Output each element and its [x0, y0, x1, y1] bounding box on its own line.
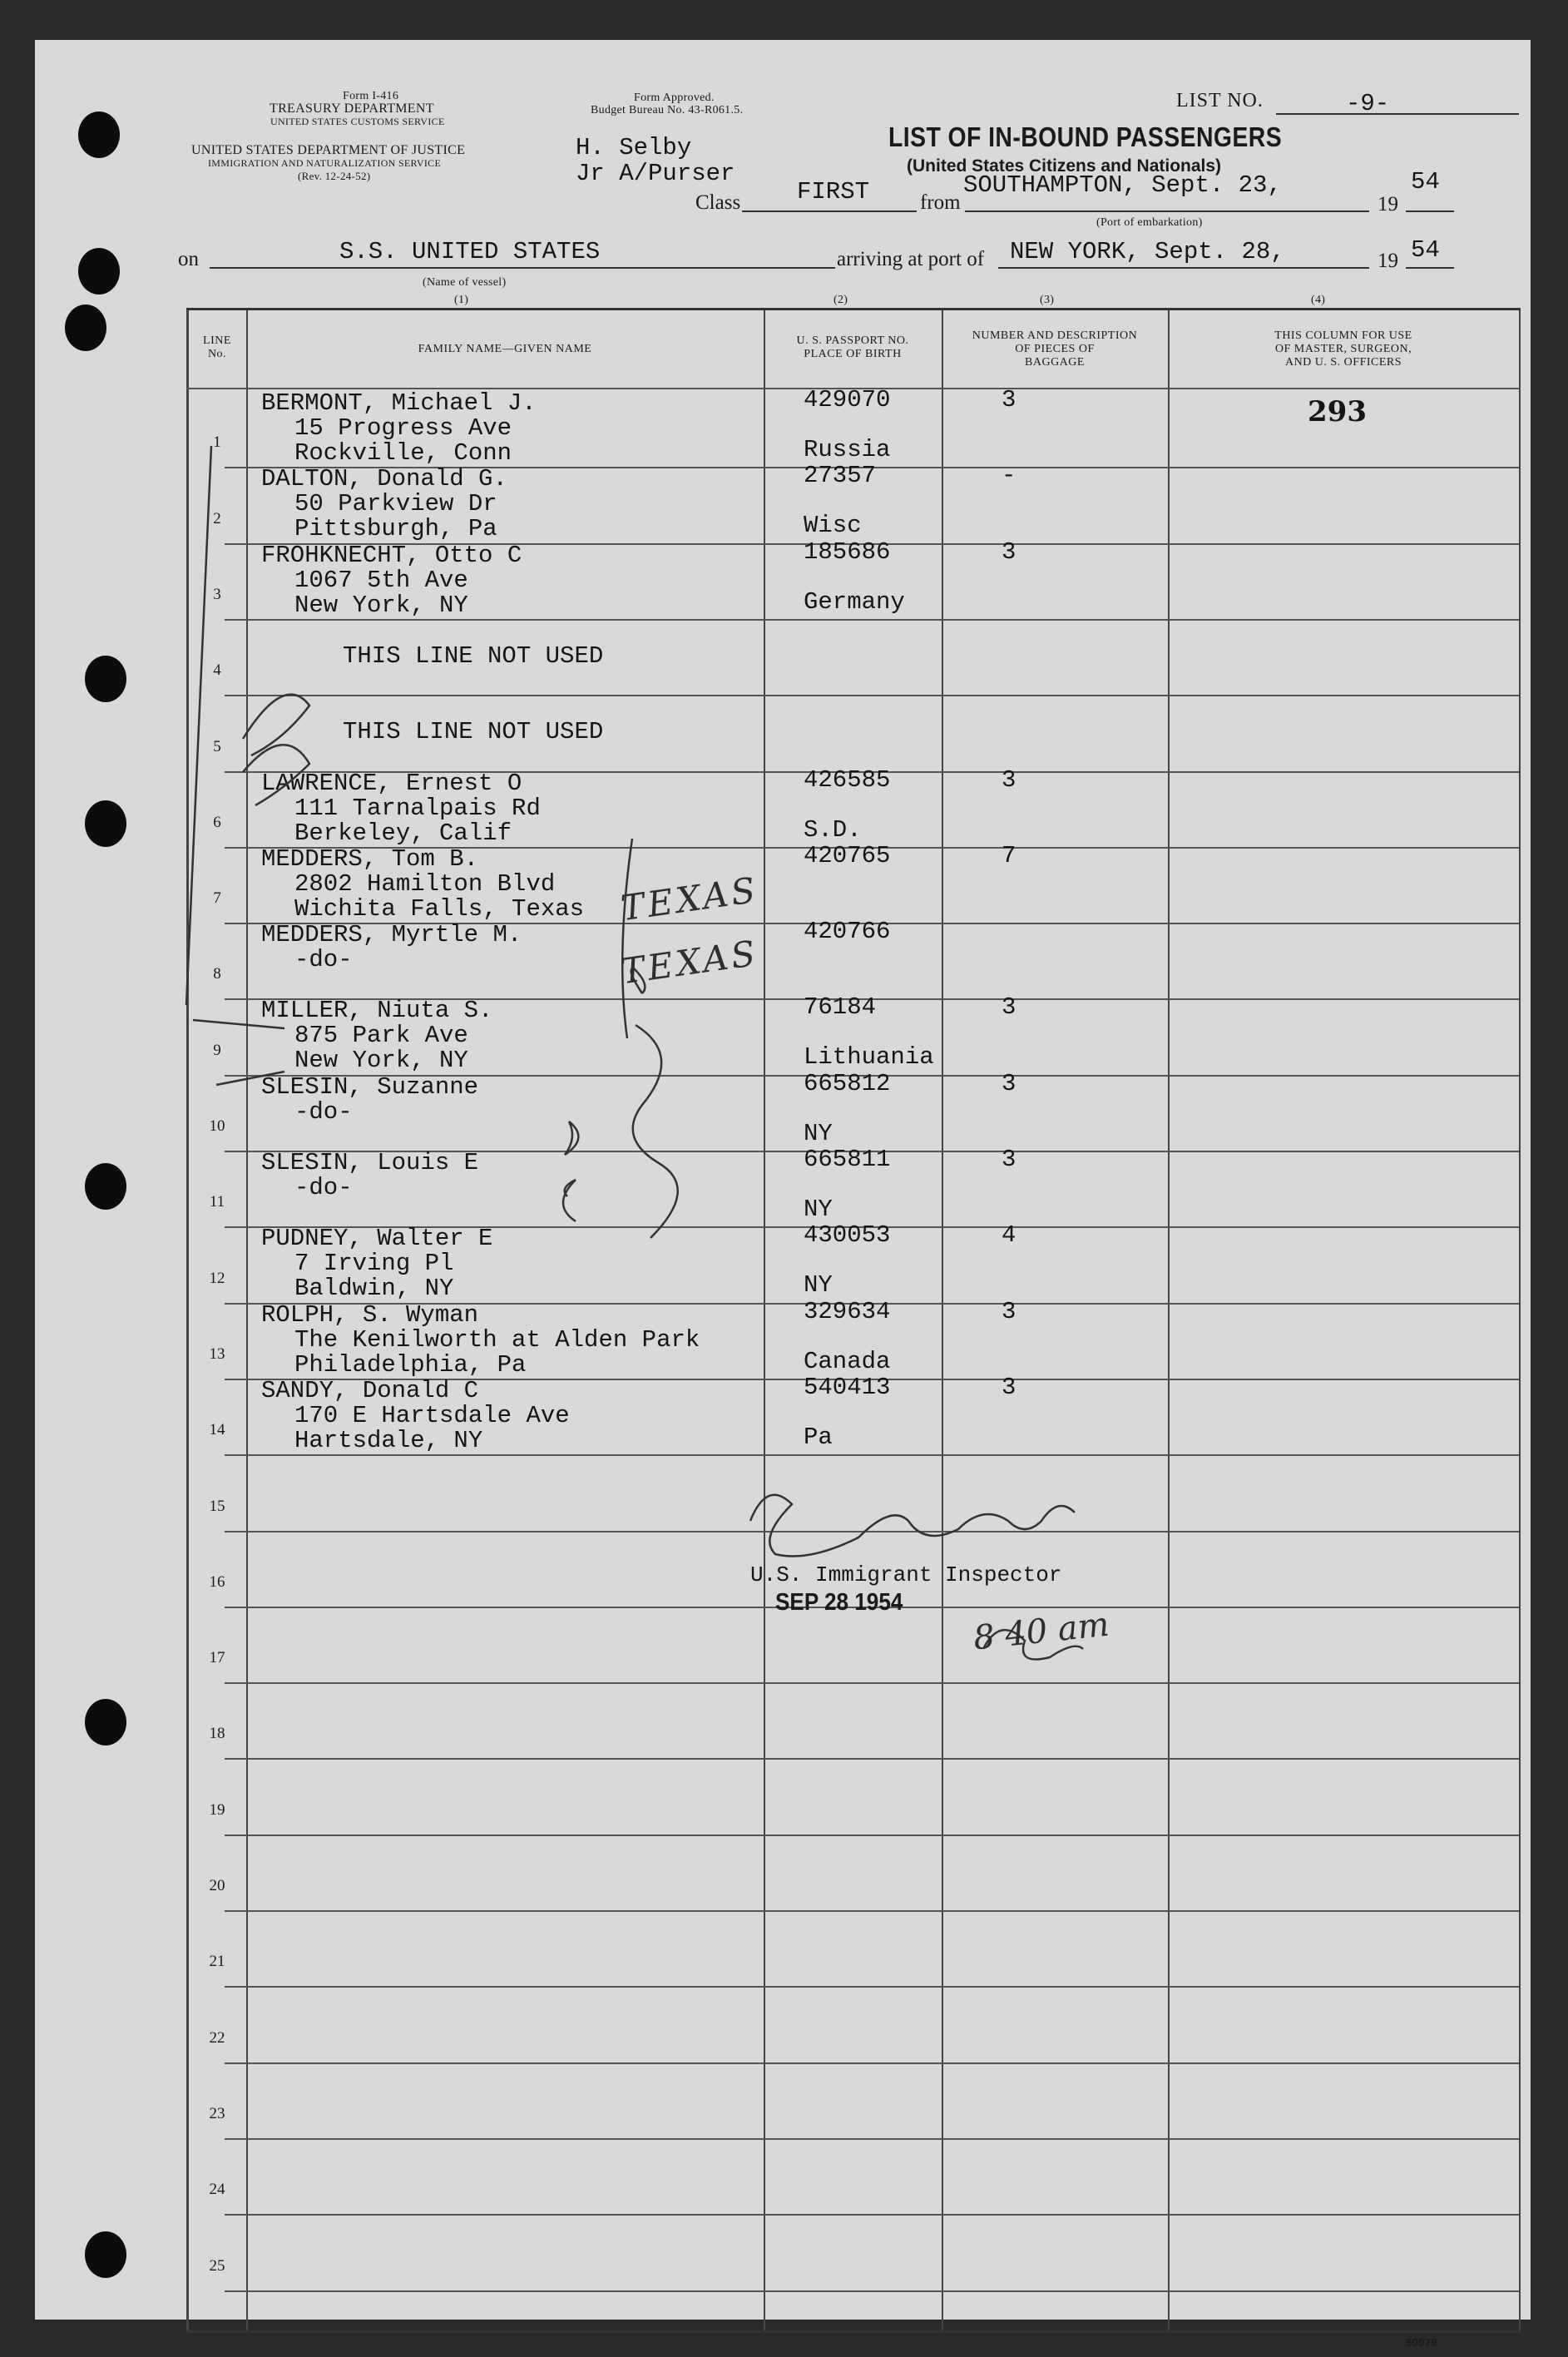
- passenger-address-line1: 111 Tarnalpais Rd: [294, 794, 541, 822]
- passport-number: 329634: [804, 1297, 891, 1325]
- place-of-birth: Pa: [804, 1423, 833, 1451]
- officer-column-value: 293: [1308, 395, 1367, 428]
- line-number: 4: [213, 661, 221, 680]
- passenger-name: THIS LINE NOT USED: [343, 641, 604, 670]
- line-number: 18: [209, 1725, 225, 1743]
- passenger-name: PUDNEY, Walter E: [261, 1225, 493, 1253]
- passenger-address-line2: Rockville, Conn: [294, 439, 512, 467]
- passenger-address-line1: The Kenilworth at Alden Park: [294, 1325, 700, 1354]
- place-of-birth: Lithuania: [804, 1043, 934, 1072]
- passenger-address-line1: -do-: [294, 1097, 353, 1126]
- table-bottom-border: [186, 2330, 1521, 2333]
- passenger-name: SANDY, Donald C: [261, 1376, 479, 1404]
- passenger-address-line2: New York, NY: [294, 591, 468, 619]
- line-number: 23: [209, 2104, 225, 2122]
- passport-number: 665812: [804, 1069, 891, 1097]
- purser-name: H. Selby: [576, 134, 692, 161]
- passenger-name: ROLPH, S. Wyman: [261, 1300, 479, 1329]
- baggage-count: 7: [1002, 841, 1016, 869]
- revision-date: (Rev. 12-24-52): [298, 170, 371, 182]
- year-embarkation: 54: [1411, 168, 1440, 196]
- year-prefix: 19: [1378, 193, 1398, 215]
- passenger-name: MILLER, Niuta S.: [261, 997, 493, 1025]
- margin-mark: [193, 1020, 284, 1028]
- place-of-birth: Germany: [804, 587, 905, 616]
- inspector-signature: [750, 1495, 1075, 1557]
- passenger-name: MEDDERS, Tom B.: [261, 844, 479, 873]
- passport-number: 430053: [804, 1221, 891, 1250]
- header-family-name: FAMILY NAME—GIVEN NAME: [418, 343, 592, 355]
- passport-number: 76184: [804, 993, 877, 1022]
- class-label: Class: [695, 191, 741, 214]
- baggage-count: 4: [1002, 1221, 1016, 1250]
- column-number-3: (3): [1040, 294, 1055, 306]
- place-of-birth: NY: [804, 1196, 833, 1223]
- list-number: -9-: [1346, 90, 1390, 117]
- port-embarkation-label: (Port of embarkation): [1096, 216, 1203, 229]
- line-number: 13: [209, 1344, 225, 1363]
- page-subtitle: (United States Citizens and Nationals): [907, 156, 1222, 176]
- initial-mark: [563, 1180, 576, 1221]
- footer-code: 50079: [1406, 2336, 1437, 2349]
- passenger-name: MEDDERS, Myrtle M.: [261, 921, 522, 949]
- passenger-address-line1: 15 Progress Ave: [294, 414, 512, 442]
- place-of-birth: Russia: [804, 436, 891, 463]
- column-number-4: (4): [1311, 294, 1326, 306]
- port-of-embarkation: SOUTHAMPTON, Sept. 23,: [963, 171, 1282, 199]
- passenger-name: DALTON, Donald G.: [261, 465, 507, 493]
- handwritten-texas: TEXAS: [618, 932, 761, 993]
- baggage-count: 3: [1002, 1146, 1016, 1173]
- passenger-address-line2: New York, NY: [294, 1047, 468, 1075]
- line-number: 20: [209, 1877, 225, 1894]
- header-officers: THIS COLUMN FOR USE OF MASTER, SURGEON, AND U. S. OFFICERS: [1274, 329, 1412, 369]
- passenger-address-line1: -do-: [294, 946, 353, 974]
- place-of-birth: NY: [804, 1271, 833, 1300]
- passenger-address-line2: Hartsdale, NY: [294, 1426, 483, 1454]
- line-number: 22: [209, 2028, 225, 2047]
- passenger-address-line2: Wichita Falls, Texas: [294, 894, 585, 923]
- header-baggage: NUMBER AND DESCRIPTION OF PIECES OF BAGGAGE: [972, 329, 1138, 369]
- passport-number: 420765: [804, 841, 891, 869]
- passenger-name: THIS LINE NOT USED: [343, 718, 604, 746]
- passenger-name: LAWRENCE, Ernest O: [261, 769, 522, 797]
- baggage-count: 3: [1002, 993, 1016, 1022]
- column-number-2: (2): [833, 294, 848, 306]
- line-number: 16: [209, 1572, 225, 1591]
- line-number: 19: [209, 1800, 225, 1819]
- line-number: 21: [209, 1953, 225, 1971]
- port-of-arrival: NEW YORK, Sept. 28,: [1010, 238, 1285, 265]
- line-number: 24: [209, 2181, 225, 2199]
- column-number-1: (1): [454, 294, 469, 306]
- passport-number: 429070: [804, 386, 891, 413]
- arriving-label: arriving at port of: [837, 248, 985, 270]
- bracket-mark: [633, 1025, 678, 1238]
- passenger-address-line2: Philadelphia, Pa: [294, 1350, 527, 1379]
- budget-bureau-number: Budget Bureau No. 43-R061.5.: [591, 104, 744, 116]
- margin-mark: [186, 446, 211, 1005]
- passenger-address-line1: -do-: [294, 1174, 353, 1201]
- header-line-no: LINE No.: [203, 334, 231, 360]
- baggage-count: 3: [1002, 765, 1016, 794]
- header-passport: U. S. PASSPORT NO. PLACE OF BIRTH: [796, 334, 909, 360]
- passenger-address-line1: 7 Irving Pl: [294, 1250, 454, 1278]
- passenger-name: FROHKNECHT, Otto C: [261, 541, 522, 569]
- line-number: 25: [209, 2256, 225, 2275]
- handwritten-time-note: 8 40 am: [972, 1605, 1111, 1658]
- handwritten-texas: TEXAS: [618, 869, 761, 929]
- treasury-department: TREASURY DEPARTMENT: [270, 102, 434, 116]
- passport-number: 27357: [804, 462, 877, 490]
- line-number: 11: [209, 1193, 225, 1211]
- margin-mark: [622, 839, 632, 1038]
- on-label: on: [178, 248, 199, 270]
- inspector-label: U.S. Immigrant Inspector: [750, 1562, 1062, 1587]
- passport-number: 420766: [804, 918, 891, 946]
- list-no-label: LIST NO.: [1176, 90, 1264, 111]
- year-prefix: 19: [1378, 250, 1398, 272]
- passenger-address-line1: 50 Parkview Dr: [294, 490, 497, 518]
- baggage-count: 3: [1002, 537, 1016, 566]
- handwritten-marks: [35, 40, 1531, 2320]
- inspection-date-stamp: SEP 28 1954: [775, 1589, 903, 1616]
- baggage-count: 3: [1002, 1297, 1016, 1325]
- passport-number: 540413: [804, 1373, 891, 1401]
- passenger-address-line2: Baldwin, NY: [294, 1275, 454, 1303]
- vessel-name-label: (Name of vessel): [423, 276, 507, 289]
- form-number: Form I-416: [343, 90, 399, 102]
- line-number: 6: [213, 813, 221, 831]
- passport-number: 426585: [804, 765, 891, 794]
- manifest-sheet: [35, 40, 1531, 2349]
- page-title: LIST OF IN-BOUND PASSENGERS: [888, 121, 1283, 152]
- baggage-count: 3: [1002, 1373, 1016, 1401]
- place-of-birth: Canada: [804, 1347, 891, 1375]
- class-value: FIRST: [797, 178, 870, 205]
- passenger-address-line1: 875 Park Ave: [294, 1022, 468, 1050]
- line-number: 8: [213, 965, 221, 983]
- form-approved: Form Approved.: [634, 92, 715, 104]
- line-number: 3: [213, 585, 221, 603]
- line-number: 1: [213, 433, 221, 452]
- margin-mark: [216, 1072, 284, 1085]
- line-number: 14: [209, 1421, 225, 1439]
- department-of-justice: UNITED STATES DEPARTMENT OF JUSTICE: [191, 143, 466, 157]
- passenger-name: SLESIN, Louis E: [261, 1149, 479, 1176]
- margin-mark: [631, 968, 646, 993]
- baggage-count: 3: [1002, 1069, 1016, 1097]
- vessel-name: S.S. UNITED STATES: [339, 238, 601, 265]
- passenger-name: SLESIN, Suzanne: [261, 1072, 479, 1101]
- passenger-address-line2: Berkeley, Calif: [294, 819, 512, 847]
- baggage-count: 3: [1002, 386, 1016, 413]
- line-number: 15: [209, 1497, 225, 1515]
- passenger-address-line1: 170 E Hartsdale Ave: [294, 1401, 570, 1429]
- place-of-birth: Wisc: [804, 512, 862, 540]
- line-number: 7: [213, 889, 221, 908]
- line-number: 17: [209, 1649, 225, 1667]
- line-number: 10: [209, 1117, 225, 1135]
- passenger-address-line1: 2802 Hamilton Blvd: [294, 869, 556, 898]
- year-arrival: 54: [1411, 236, 1440, 264]
- passenger-address-line2: Pittsburgh, Pa: [294, 515, 497, 543]
- place-of-birth: NY: [804, 1119, 833, 1147]
- line-number: 2: [213, 509, 221, 527]
- place-of-birth: S.D.: [804, 815, 862, 844]
- passport-number: 185686: [804, 537, 891, 566]
- passenger-address-line1: 1067 5th Ave: [294, 566, 468, 594]
- customs-service: UNITED STATES CUSTOMS SERVICE: [270, 116, 445, 127]
- from-label: from: [920, 191, 961, 214]
- purser-title: Jr A/Purser: [576, 160, 735, 187]
- line-number: 5: [213, 737, 221, 755]
- passport-number: 665811: [804, 1146, 891, 1173]
- initial-mark: [565, 1122, 578, 1155]
- line-number: 9: [213, 1041, 221, 1059]
- immigration-service: IMMIGRATION AND NATURALIZATION SERVICE: [208, 157, 442, 169]
- passenger-name: BERMONT, Michael J.: [261, 389, 537, 417]
- baggage-count: -: [1002, 462, 1016, 490]
- line-number: 12: [209, 1269, 225, 1287]
